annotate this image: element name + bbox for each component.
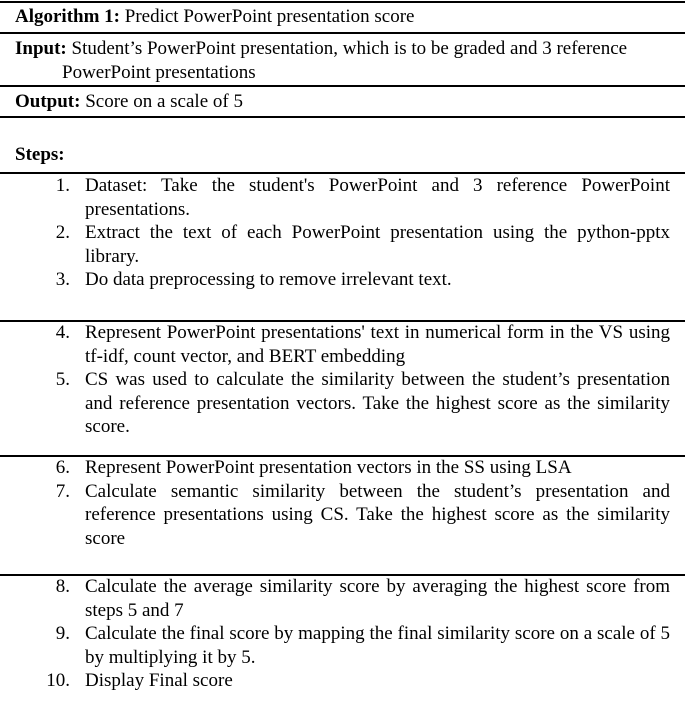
input-text: Student’s PowerPoint presentation, which is to be graded and 3 reference PowerPoint presentations: [62, 38, 628, 83]
steps-group-2: [0, 321, 685, 439]
steps-label: Steps:: [15, 144, 65, 165]
steps-group-3: [0, 456, 685, 550]
step-number: 5.: [55, 369, 70, 390]
step-7: [0, 480, 685, 551]
step-text: Represent PowerPoint presentations' text in numerical form in the VS using tf-idf, count vector, and BERT embedding: [85, 322, 670, 367]
step-6: [0, 456, 685, 480]
output-label: Output:: [15, 91, 81, 112]
title-text: Predict PowerPoint presentation score: [124, 6, 415, 27]
step-9: [0, 622, 685, 669]
step-text: Do data preprocessing to remove irrelevant text.: [85, 269, 452, 290]
step-5: [0, 368, 685, 439]
steps-group-4: [0, 575, 685, 693]
step-number: 10.: [46, 670, 70, 691]
step-number: 2.: [55, 222, 70, 243]
steps-heading: [15, 143, 675, 167]
step-text: Dataset: Take the student's PowerPoint and 3 reference PowerPoint presentations.: [85, 175, 670, 220]
step-number: 1.: [55, 175, 70, 196]
step-10: [0, 669, 685, 693]
title-label: Algorithm 1:: [15, 6, 121, 27]
divider: [0, 85, 685, 87]
algorithm-output: [15, 90, 675, 114]
step-number: 8.: [55, 576, 70, 597]
step-number: 3.: [55, 269, 70, 290]
step-text: Represent PowerPoint presentation vectors in the SS using LSA: [85, 457, 572, 478]
step-3: [0, 268, 685, 292]
step-number: 6.: [55, 457, 70, 478]
steps-group-1: [0, 174, 685, 292]
step-2: [0, 221, 685, 268]
step-number: 4.: [55, 322, 70, 343]
step-text: Calculate the final score by mapping the final similarity score on a scale of 5 by multiplying it by 5.: [85, 623, 670, 668]
algorithm-title: [15, 5, 675, 29]
step-4: [0, 321, 685, 368]
divider: [0, 32, 685, 34]
step-1: [0, 174, 685, 221]
step-text: Display Final score: [85, 670, 233, 691]
step-text: Calculate the average similarity score by averaging the highest score from steps 5 and 7: [85, 576, 670, 621]
step-number: 7.: [55, 480, 70, 502]
step-text: Extract the text of each PowerPoint presentation using the python-pptx library.: [85, 222, 670, 267]
input-label: Input:: [15, 38, 67, 59]
algorithm-input: [15, 37, 675, 84]
step-text: CS was used to calculate the similarity between the student’s presentation and reference presentation vectors. Take the highest score as the similarity score.: [85, 369, 670, 437]
divider: [0, 116, 685, 118]
top-rule: [0, 1, 685, 3]
step-8: [0, 575, 685, 622]
step-number: 9.: [55, 623, 70, 644]
step-text: Calculate semantic similarity between the student’s presentation and reference presentations using CS. Take the highest score as the similarity score: [85, 480, 670, 549]
output-text: Score on a scale of 5: [85, 91, 243, 112]
